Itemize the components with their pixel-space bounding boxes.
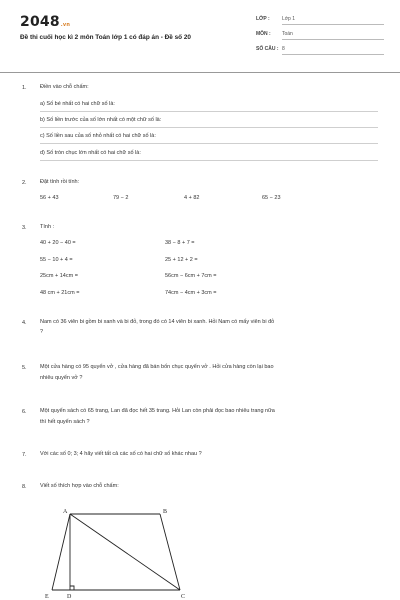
document-header xyxy=(0,0,400,72)
q2-text: Đặt tính rồi tính: xyxy=(40,179,80,185)
header-divider xyxy=(0,72,400,73)
meta-class-label: LỚP : xyxy=(256,16,270,22)
q2-calc-2: 79 − 2 xyxy=(113,195,129,201)
q2-calc-3: 4 + 82 xyxy=(184,195,200,201)
segment-ac xyxy=(70,514,180,590)
site-logo[interactable] xyxy=(20,14,70,30)
point-label-a: A xyxy=(63,509,68,515)
meta-count-label: SỐ CÂU : xyxy=(256,46,279,52)
meta-subject-label: MÔN : xyxy=(256,31,271,37)
segment-ea xyxy=(52,514,70,590)
q3-right-1: 38 − 8 + 7 = xyxy=(165,240,195,246)
q3-text: Tính : xyxy=(40,224,55,230)
q8-text: Viết số thích hợp vào chỗ chấm: xyxy=(40,483,119,489)
q5-number: 5. xyxy=(22,365,27,371)
meta-subject-value: Toán xyxy=(282,31,293,37)
q7-number: 7. xyxy=(22,452,27,458)
q5-line-2: nhiêu quyển vở ? xyxy=(40,375,83,381)
q6-line-2: thì hết quyển sách ? xyxy=(40,419,90,425)
q1-item-a: a) Số bé nhất có hai chữ số là: xyxy=(40,101,115,107)
right-angle-mark xyxy=(70,586,74,590)
q7-text: Với các số 0; 3; 4 hãy viết tất cả các số có hai chữ số khác nhau ? xyxy=(40,451,202,457)
q1-answer-line xyxy=(40,111,378,112)
meta-subject xyxy=(256,31,384,41)
meta-count-value: 8 xyxy=(282,46,285,52)
meta-count xyxy=(256,46,384,56)
meta-subject-line xyxy=(282,39,384,40)
meta-class-value: Lớp 1 xyxy=(282,16,296,22)
geometry-figure xyxy=(40,502,200,600)
q1-item-b: b) Số liền trước của số lớn nhất có một chữ số là: xyxy=(40,117,162,123)
q2-calc-4: 65 − 23 xyxy=(262,195,281,201)
q3-left-4: 48 cm + 21cm = xyxy=(40,290,80,296)
q1-item-d: d) Số tròn chục lớn nhất có hai chữ số là: xyxy=(40,150,141,156)
q1-answer-line xyxy=(40,143,378,144)
q4-line-1: Nam có 36 viên bi gồm bi xanh và bi đỏ, trong đó có 14 viên bi xanh. Hỏi Nam có mấy viên bi đỏ xyxy=(40,319,275,325)
q3-right-3: 56cm − 6cm + 7cm = xyxy=(165,273,217,279)
meta-class-line xyxy=(282,24,384,25)
logo-text: 2048 xyxy=(20,14,60,30)
q6-number: 6. xyxy=(22,409,27,415)
q8-number: 8. xyxy=(22,484,27,490)
q2-number: 2. xyxy=(22,180,27,186)
q1-answer-line xyxy=(40,160,378,161)
point-label-e: E xyxy=(45,594,49,600)
q5-line-1: Một cửa hàng có 95 quyển vở , cửa hàng đã bán bốn chục quyển vở . Hỏi cửa hàng còn lại bao xyxy=(40,364,274,370)
meta-count-line xyxy=(282,54,384,55)
q3-left-1: 40 + 20 − 40 = xyxy=(40,240,76,246)
q3-left-2: 55 − 10 + 4 = xyxy=(40,257,73,263)
q3-left-3: 25cm + 14cm = xyxy=(40,273,78,279)
q1-answer-line xyxy=(40,127,378,128)
q3-right-2: 25 + 12 + 2 = xyxy=(165,257,198,263)
q3-number: 3. xyxy=(22,225,27,231)
logo-suffix: .vn xyxy=(60,22,71,28)
q4-line-2: ? xyxy=(40,329,44,335)
q1-text: Điền vào chỗ chấm: xyxy=(40,84,89,90)
point-label-c: C xyxy=(181,594,186,600)
point-label-b: B xyxy=(163,509,168,515)
q2-calc-1: 56 + 43 xyxy=(40,195,59,201)
point-label-d: D xyxy=(67,594,72,600)
q3-right-4: 74cm − 4cm + 3cm = xyxy=(165,290,217,296)
document-title: Đề thi cuối học kì 2 môn Toán lớp 1 có đáp án - Đề số 20 xyxy=(20,34,191,41)
trapezoid-diagram xyxy=(40,502,200,600)
meta-class xyxy=(256,16,384,26)
q1-number: 1. xyxy=(22,85,27,91)
q6-line-1: Một quyển sách có 65 trang, Lan đã đọc hết 35 trang. Hỏi Lan còn phải đọc bao nhiêu trang nữa xyxy=(40,408,275,414)
q4-number: 4. xyxy=(22,320,27,326)
q1-item-c: c) Số liền sau của số nhỏ nhất có hai chữ số là: xyxy=(40,133,156,139)
